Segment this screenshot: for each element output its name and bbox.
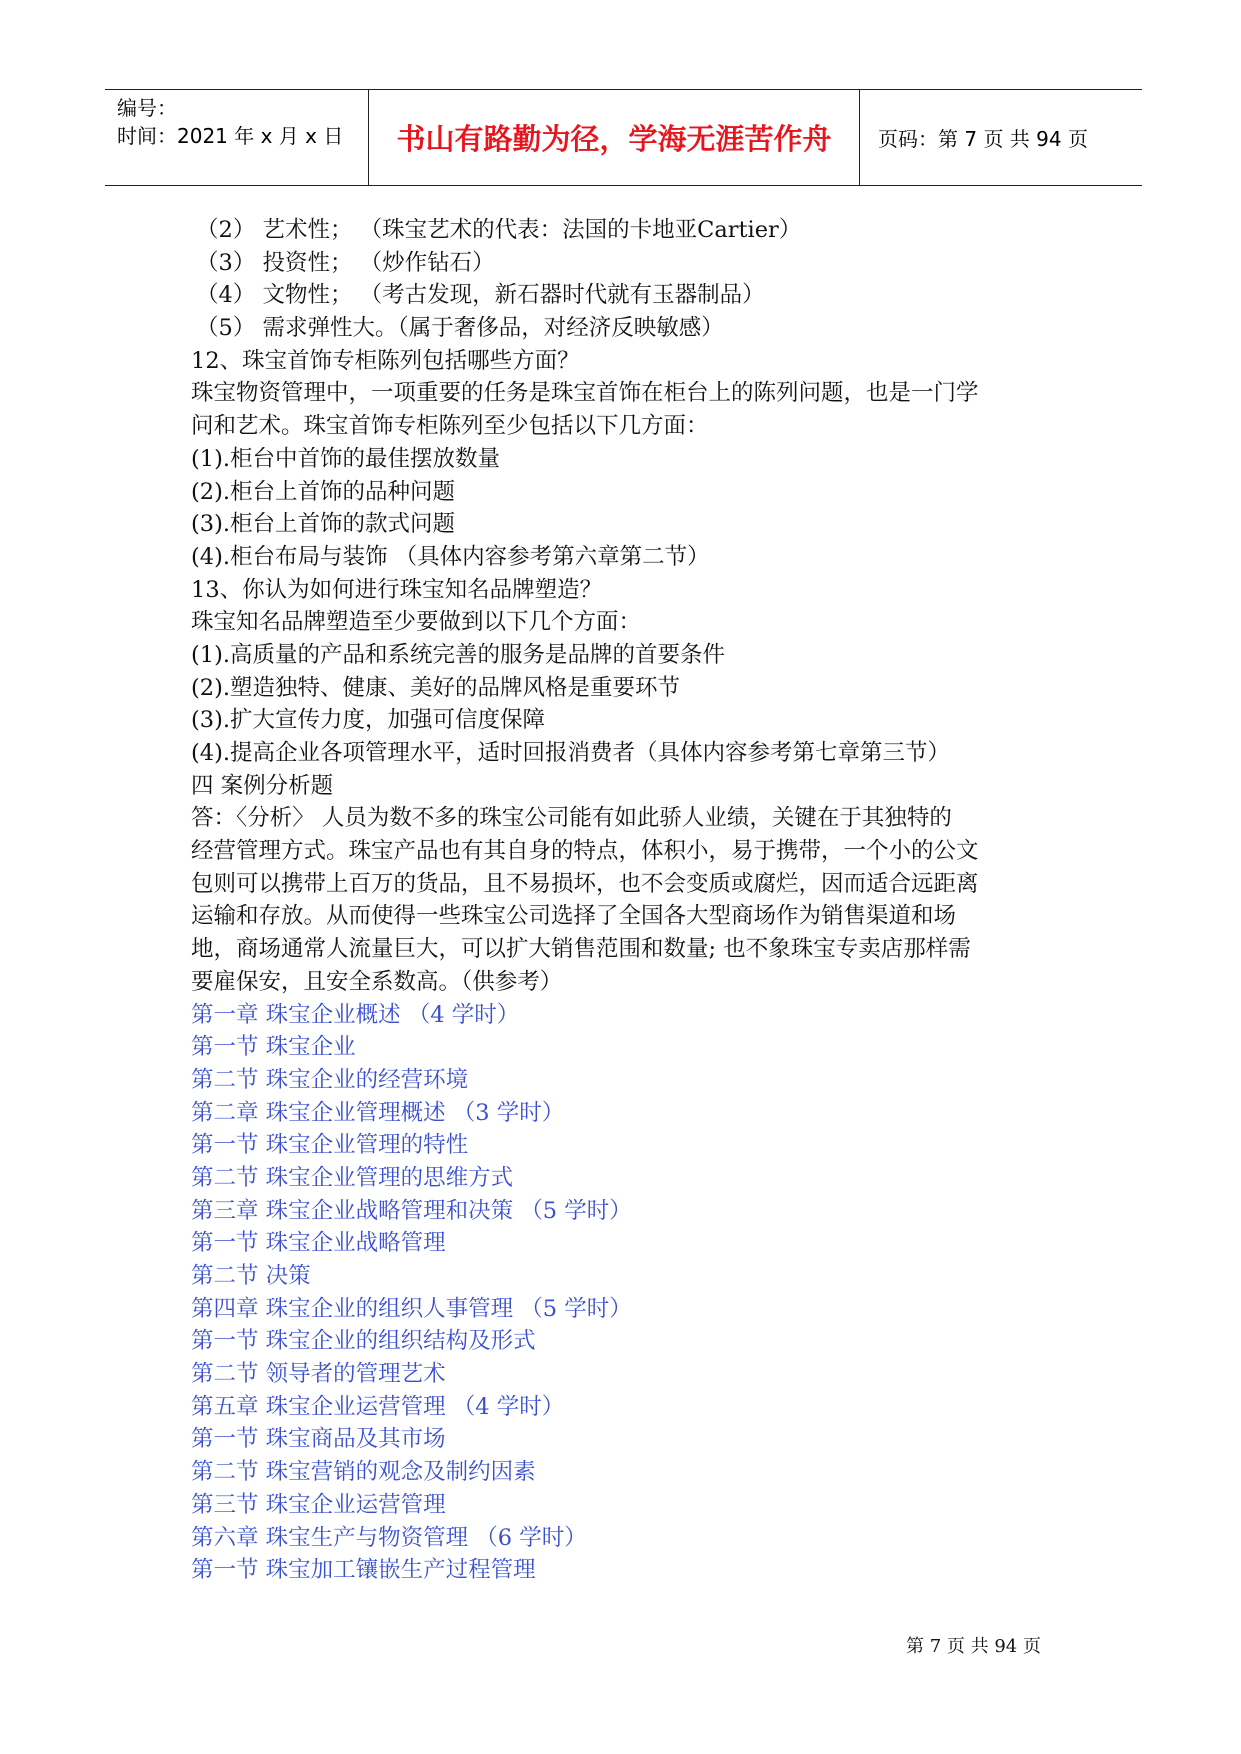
body-line: (2).塑造独特、健康、美好的品牌风格是重要环节 bbox=[191, 674, 681, 701]
body-line: (2).柜台上首饰的品种问题 bbox=[191, 478, 456, 505]
toc-link-chapter[interactable]: 第一章 珠宝企业概述 （4 学时） bbox=[191, 1001, 520, 1028]
toc-link-chapter[interactable]: 第三章 珠宝企业战略管理和决策 （5 学时） bbox=[191, 1197, 632, 1224]
toc-link-section[interactable]: 第一节 珠宝加工镶嵌生产过程管理 bbox=[191, 1557, 536, 1584]
body-line: (1).柜台中首饰的最佳摆放数量 bbox=[191, 445, 501, 472]
toc-link-section[interactable]: 第一节 珠宝商品及其市场 bbox=[191, 1426, 446, 1453]
body-line: 经营管理方式。珠宝产品也有其自身的特点，体积小，易于携带，一个小的公文 bbox=[191, 838, 979, 865]
toc-link-section[interactable]: 第二节 珠宝企业的经营环境 bbox=[191, 1066, 469, 1093]
body-line: (4).柜台布局与装饰 （具体内容参考第六章第二节） bbox=[191, 543, 710, 570]
toc-link-chapter[interactable]: 第六章 珠宝生产与物资管理 （6 学时） bbox=[191, 1524, 587, 1551]
body-line: (3).扩大宣传力度，加强可信度保障 bbox=[191, 707, 546, 734]
body-line: 问和艺术。珠宝首饰专柜陈列至少包括以下几方面： bbox=[191, 413, 709, 440]
body-line: （2） 艺术性； （珠宝艺术的代表：法国的卡地亚Cartier） bbox=[196, 217, 802, 243]
body-line: (3).柜台上首饰的款式问题 bbox=[191, 511, 456, 538]
time-label: 时间：2021 年 x 月 x 日 bbox=[117, 124, 344, 148]
body-line: (1).高质量的产品和系统完善的服务是品牌的首要条件 bbox=[191, 641, 726, 668]
question-heading: 12、珠宝首饰专柜陈列包括哪些方面？ bbox=[191, 347, 580, 374]
page-header bbox=[105, 89, 1142, 186]
header-page-label: 页码：第 7 页 共 94 页 bbox=[878, 127, 1088, 151]
toc-link-chapter[interactable]: 第五章 珠宝企业运营管理 （4 学时） bbox=[191, 1393, 565, 1420]
body-line: 运输和存放。从而使得一些珠宝公司选择了全国各大型商场作为销售渠道和场 bbox=[191, 903, 957, 930]
toc-link-section[interactable]: 第一节 珠宝企业 bbox=[191, 1034, 356, 1061]
page-footer: 第 7 页 共 94 页 bbox=[906, 1636, 1041, 1657]
body-line: (4).提高企业各项管理水平，适时回报消费者（具体内容参考第七章第三节） bbox=[191, 740, 951, 766]
toc-link-section[interactable]: 第二节 领导者的管理艺术 bbox=[191, 1361, 446, 1388]
number-label: 编号： bbox=[117, 96, 177, 120]
toc-link-section[interactable]: 第二节 珠宝营销的观念及制约因素 bbox=[191, 1459, 536, 1486]
section-heading: 四 案例分析题 bbox=[191, 772, 334, 799]
toc-link-section[interactable]: 第一节 珠宝企业的组织结构及形式 bbox=[191, 1328, 536, 1355]
toc-link-chapter[interactable]: 第二章 珠宝企业管理概述 （3 学时） bbox=[191, 1099, 565, 1126]
toc-link-section[interactable]: 第一节 珠宝企业管理的特性 bbox=[191, 1132, 469, 1159]
body-line: （4） 文物性； （考古发现，新石器时代就有玉器制品） bbox=[196, 282, 765, 309]
body-line: （5） 需求弹性大。（属于奢侈品，对经济反映敏感） bbox=[196, 315, 724, 342]
toc-link-section[interactable]: 第一节 珠宝企业战略管理 bbox=[191, 1230, 446, 1257]
header-meta bbox=[105, 90, 368, 185]
toc-link-section[interactable]: 第二节 决策 bbox=[191, 1263, 311, 1289]
toc-link-section[interactable]: 第三节 珠宝企业运营管理 bbox=[191, 1491, 446, 1518]
document-body bbox=[191, 214, 1091, 1587]
body-line: 珠宝知名品牌塑造至少要做到以下几个方面： bbox=[191, 609, 642, 636]
body-line: 答：〈分析〉 人员为数不多的珠宝公司能有如此骄人业绩，关键在于其独特的 bbox=[191, 805, 952, 832]
body-line: 包则可以携带上百万的货品，且不易损坏，也不会变质或腐烂，因而适合远距离 bbox=[191, 870, 979, 897]
header-motto: 书山有路勤为径，学海无涯苦作舟 bbox=[368, 90, 860, 185]
body-line: 要雇保安，且安全系数高。（供参考） bbox=[191, 968, 563, 995]
body-line: 珠宝物资管理中，一项重要的任务是珠宝首饰在柜台上的陈列问题，也是一门学 bbox=[191, 380, 979, 407]
body-line: 地，商场通常人流量巨大，可以扩大销售范围和数量; 也不象珠宝专卖店那样需 bbox=[191, 936, 971, 963]
question-heading: 13、你认为如何进行珠宝知名品牌塑造？ bbox=[191, 576, 603, 603]
body-line: （3） 投资性； （炒作钻石） bbox=[196, 249, 495, 276]
toc-link-chapter[interactable]: 第四章 珠宝企业的组织人事管理 （5 学时） bbox=[191, 1295, 632, 1322]
toc-link-section[interactable]: 第二节 珠宝企业管理的思维方式 bbox=[191, 1164, 514, 1191]
